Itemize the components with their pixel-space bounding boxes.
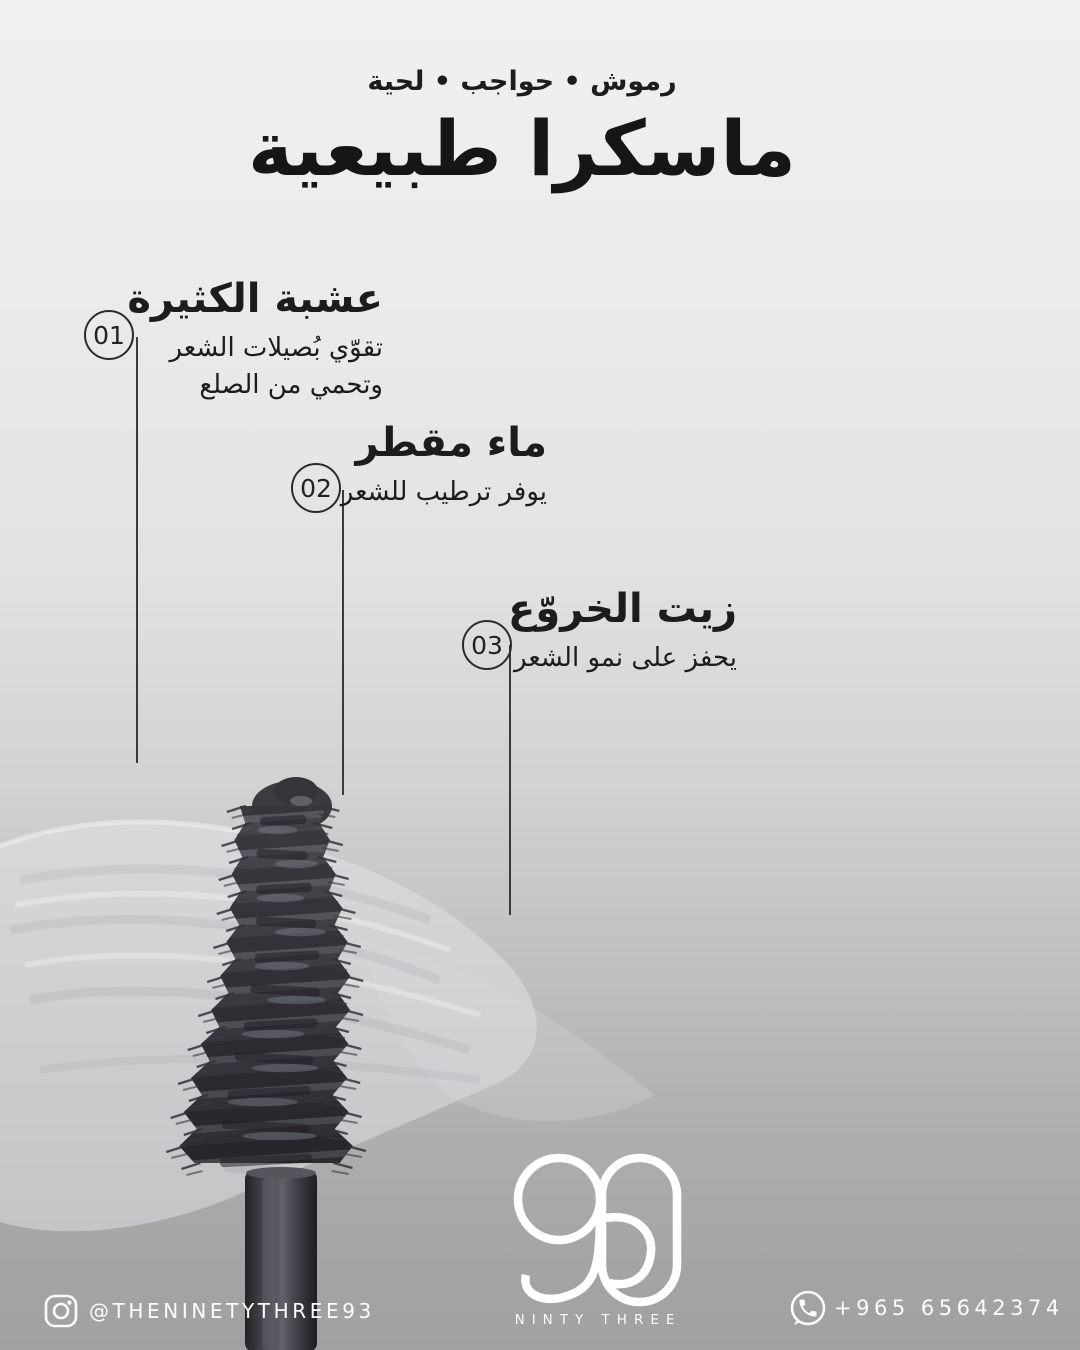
feature-3-leader-line [509,645,511,915]
phone-number: +965 65642374 [834,1296,1064,1320]
feature-2-number: 02 [300,473,332,503]
instagram-handle: @THENINETYTHREE93 [89,1299,375,1323]
feature-1-desc-line: تقوّي بُصيلات الشعر [169,333,383,364]
feature-2-title: ماء مقطر [355,420,547,466]
feature-3-title: زيت الخروّع [508,586,737,632]
feature-3 [508,586,737,677]
feature-1-title: عشبة الكثيرة [127,276,383,322]
brand-wordmark: NINTY THREE [514,1312,682,1328]
feature-1-number: 01 [93,320,125,350]
feature-2-number-badge [291,463,341,513]
instagram-icon [43,1293,79,1329]
feature-1 [127,276,383,404]
feature-3-desc-line: يحفز على نمو الشعر [513,643,737,674]
instagram-row[interactable] [43,1293,375,1329]
phone-row[interactable] [788,1288,1064,1328]
whatsapp-icon [788,1288,828,1328]
logo-9-ring [518,1158,600,1240]
ninety-three-logo [500,1141,700,1311]
poster-title: ماسكرا طبيعية [248,104,796,193]
feature-2 [341,420,547,511]
feature-3-number-badge [462,620,512,670]
category-line: رموش • حواجب • لحية [367,66,677,97]
feature-3-number: 03 [471,630,503,660]
feature-1-desc-line: وتحمي من الصلع [199,370,383,401]
logo-9-tail [525,1203,600,1299]
feature-2-leader-line [342,490,344,795]
logo-3-curl [606,1217,651,1284]
feature-2-desc-line: يوفر ترطيب للشعر [340,477,547,508]
